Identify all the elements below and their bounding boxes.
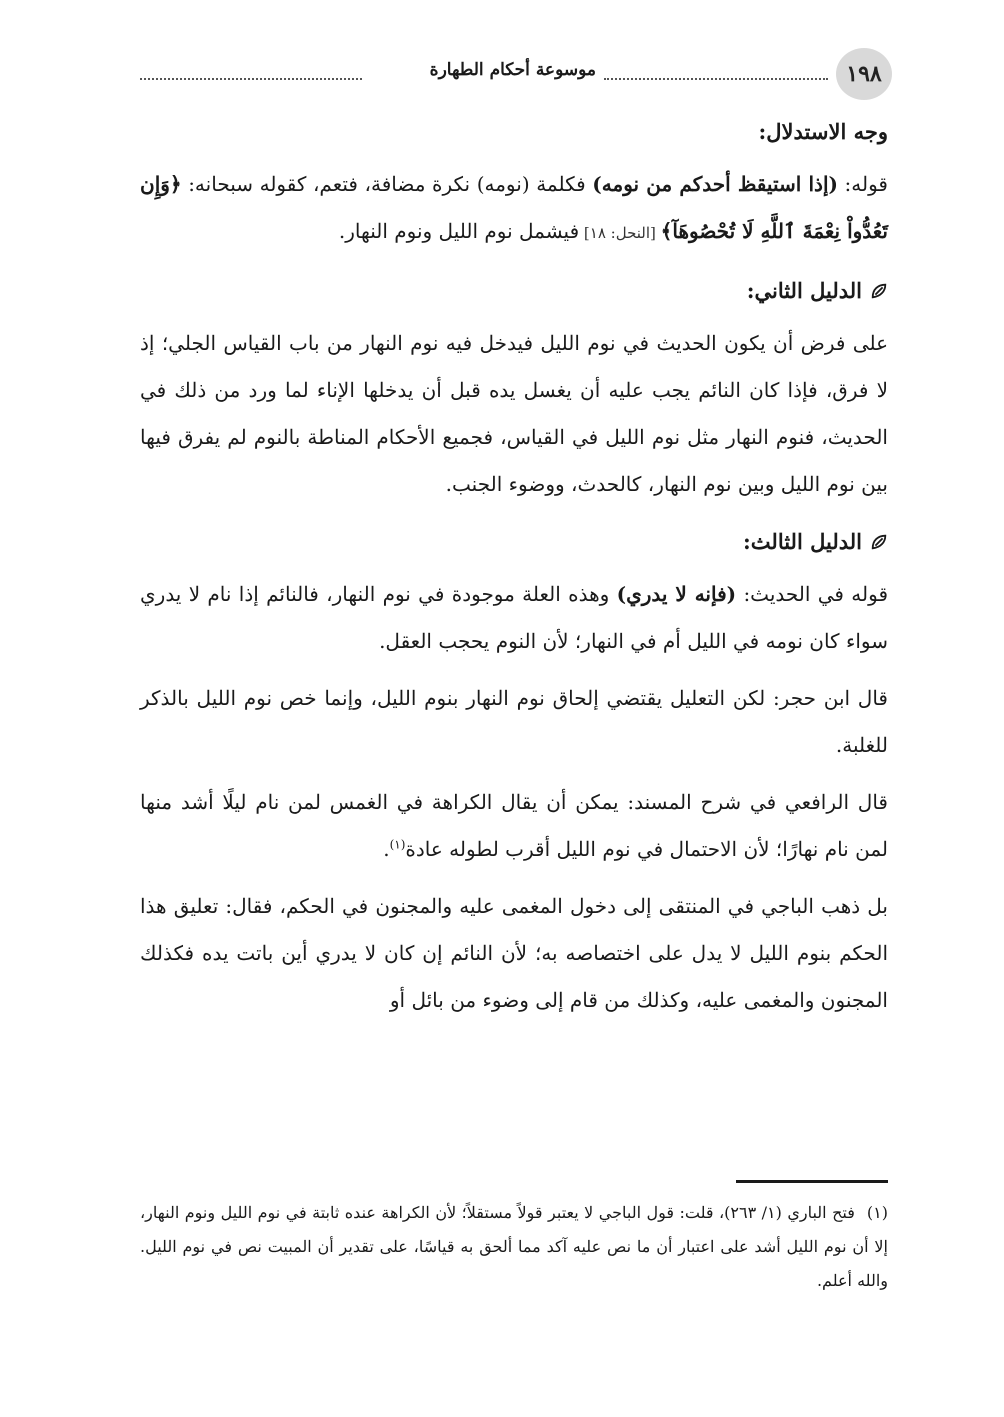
page-number-badge: ١٩٨ bbox=[836, 48, 892, 100]
paragraph-5 bbox=[140, 779, 888, 873]
footnote-separator bbox=[736, 1180, 888, 1183]
p5-text: قال الرافعي في شرح المسند: يمكن أن يقال الكراهة في الغمس لمن نام ليلًا أشد منها لمن نام نهارًا؛ لأن الاحتمال في نوم الليل أقرب لطوله عادة bbox=[140, 790, 888, 861]
dalil-2-heading bbox=[140, 267, 888, 314]
paragraph-6: بل ذهب الباجي في المنتقى إلى دخول المغمى عليه والمجنون في الحكم، فقال: تعليق هذا الحكم بنوم الليل لا يدل على اختصاصه به؛ لأن النائم إن كان لا يدري أين باتت يده فكذلك المجنون والمغمى عليه، وكذلك من قام إلى وضوء من بائل أو bbox=[140, 894, 888, 1012]
quran-citation: [النحل: ١٨] bbox=[579, 224, 661, 242]
page-header bbox=[140, 48, 892, 100]
leaf-ornament-icon bbox=[870, 282, 888, 300]
p1-c: فكلمة (نومه) نكرة مضافة، فتعم، كقوله سبحانه: bbox=[181, 172, 593, 196]
paragraph-4: قال ابن حجر: لكن التعليل يقتضي إلحاق نوم النهار بنوم الليل، وإنما خص نوم الليل بالذكر للغلبة. bbox=[140, 686, 888, 757]
header-dotted-rule-right bbox=[604, 78, 828, 80]
paragraph-2: على فرض أن يكون الحديث في نوم الليل فيدخل فيه نوم النهار من باب القياس الجلي؛ إذ لا فرق، فإذا كان النائم يجب عليه أن يغسل يده قبل أن يدخلها الإناء لما ورد من ذلك في الحديث، فنوم النهار مثل نوم الليل في القياس، فجميع الأحكام المناطة بالنوم لم يفرق فيها بين نوم الليل وبين نوم النهار، كالحدث، ووضوء الجنب. bbox=[140, 331, 888, 496]
p3-a: قوله في الحديث: bbox=[736, 582, 889, 606]
page-body bbox=[140, 108, 888, 1034]
p5-end: . bbox=[383, 837, 390, 861]
dalil-3-title: الدليل الثالث: bbox=[743, 529, 862, 554]
footnote-1 bbox=[140, 1196, 888, 1298]
footnotes bbox=[140, 1196, 888, 1298]
leaf-ornament-icon bbox=[870, 533, 888, 551]
quran-verse: ﴿وَإِن تَعُدُّواْ نِعْمَةَ ٱللَّهِ لَا تُحْصُوهَآ﴾ bbox=[140, 172, 888, 243]
dalil-3-heading bbox=[140, 518, 888, 565]
book-title: موسوعة أحكام الطهارة bbox=[429, 60, 596, 80]
wajh-istidlal-heading: وجه الاستدلال: bbox=[758, 119, 888, 144]
header-dotted-rule-left bbox=[140, 78, 362, 80]
hadith-quote-2: (فإنه لا يدري) bbox=[616, 582, 737, 606]
p1-a: قوله: bbox=[837, 172, 888, 196]
hadith-quote-1: (إذا استيقظ أحدكم من نومه) bbox=[592, 172, 838, 196]
paragraph-1 bbox=[140, 161, 888, 257]
p3-c: وهذه العلة موجودة في نوم النهار، فالنائم إذا نام لا يدري سواء كان نومه في الليل أم في النهار؛ لأن النوم يحجب العقل. bbox=[140, 582, 888, 653]
dalil-2-title: الدليل الثاني: bbox=[746, 278, 862, 303]
p1-d: فيشمل نوم الليل ونوم النهار. bbox=[338, 219, 580, 243]
footnote-number: (١) bbox=[866, 1203, 888, 1222]
footnote-reference[interactable]: (١) bbox=[389, 837, 406, 852]
footnote-text: فتح الباري (١/ ٢٦٣)، قلت: قول الباجي لا يعتبر قولاً مستقلاً؛ لأن الكراهة عنده ثابتة في نوم الليل ونوم النهار، إلا أن نوم الليل أشد على اعتبار أن ما نص عليه آكد مما ألحق به قياسًا، على تقدير أن المبيت نص في نوم الليل. والله أعلم. bbox=[140, 1203, 888, 1290]
paragraph-3 bbox=[140, 571, 888, 665]
